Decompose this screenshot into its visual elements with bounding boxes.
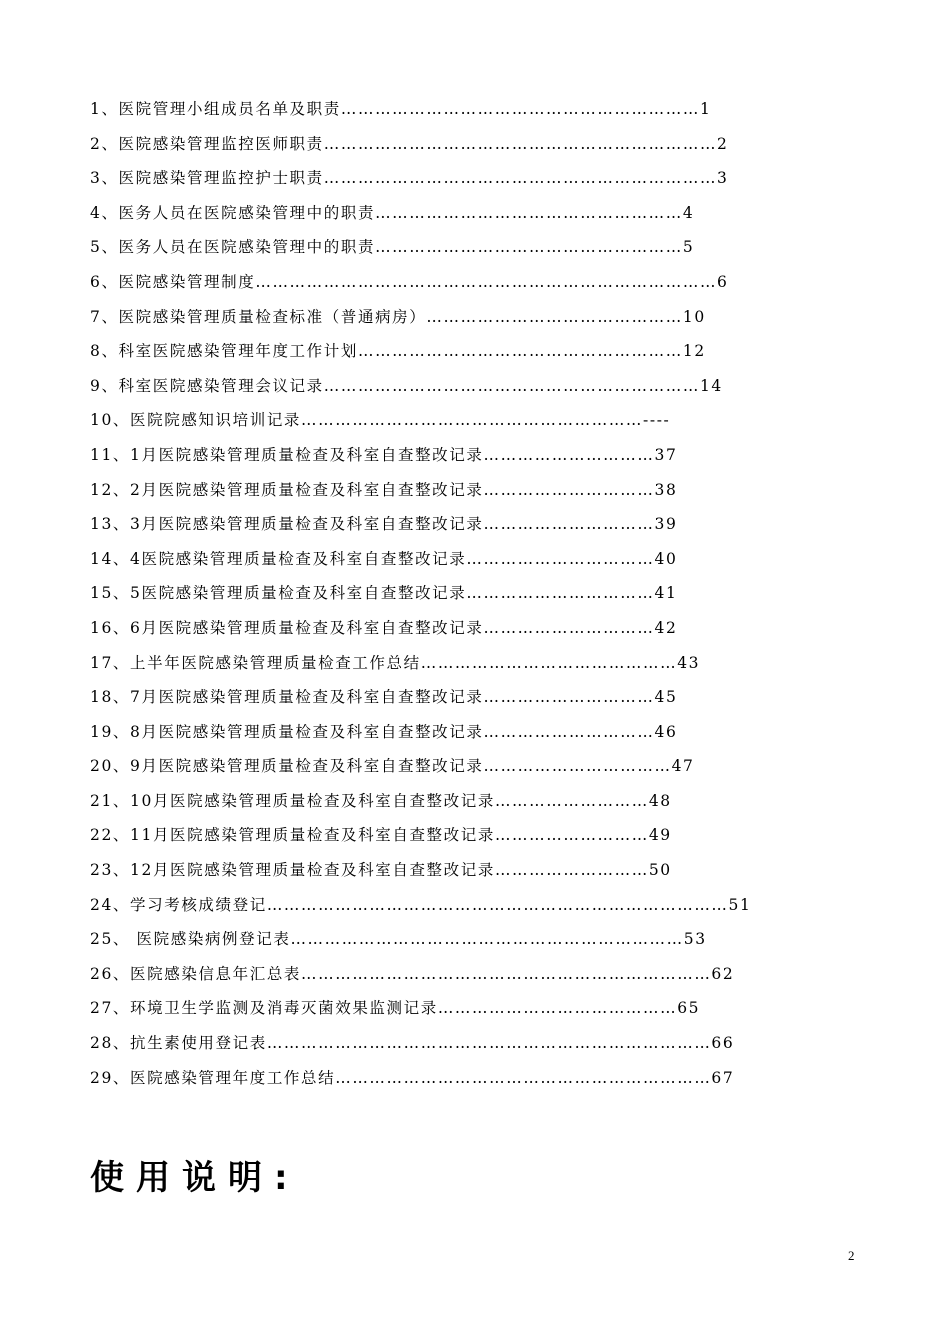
toc-entry-text: 4、医务人员在医院感染管理中的职责………………………………………………4 xyxy=(90,203,695,222)
toc-entry[interactable] xyxy=(90,1061,830,1096)
toc-entry[interactable] xyxy=(90,680,830,715)
toc-entry-text: 19、8月医院感染管理质量检查及科室自查整改记录…………………………46 xyxy=(90,722,678,741)
toc-entry[interactable] xyxy=(90,922,830,957)
toc-entry[interactable] xyxy=(90,646,830,681)
toc-entry-text: 14、4医院感染管理质量检查及科室自查整改记录……………………………40 xyxy=(90,549,678,568)
toc-entry-text: 27、环境卫生学监测及消毒灭菌效果监测记录……………………………………65 xyxy=(90,999,701,1018)
toc-entry[interactable] xyxy=(90,784,830,819)
toc-entry[interactable] xyxy=(90,92,830,127)
toc-entry[interactable] xyxy=(90,1026,830,1061)
toc-entry[interactable] xyxy=(90,127,830,162)
toc-entry[interactable] xyxy=(90,265,830,300)
table-of-contents xyxy=(90,92,830,1095)
toc-entry-text: 25、 医院感染病例登记表……………………………………………………………53 xyxy=(90,930,707,949)
toc-entry[interactable] xyxy=(90,369,830,404)
toc-entry[interactable] xyxy=(90,473,830,508)
toc-entry-text: 22、11月医院感染管理质量检查及科室自查整改记录………………………49 xyxy=(90,826,672,845)
toc-entry-text: 21、10月医院感染管理质量检查及科室自查整改记录………………………48 xyxy=(90,791,672,810)
toc-entry-text: 23、12月医院感染管理质量检查及科室自查整改记录………………………50 xyxy=(90,861,672,880)
toc-entry-text: 10、医院院感知识培训记录……………………………………………………---- xyxy=(90,411,671,430)
toc-entry-text: 20、9月医院感染管理质量检查及科室自查整改记录……………………………47 xyxy=(90,757,695,776)
toc-entry-text: 28、抗生素使用登记表……………………………………………………………………66 xyxy=(90,1034,735,1053)
toc-entry-text: 8、科室医院感染管理年度工作计划…………………………………………………12 xyxy=(90,342,706,361)
toc-entry-text: 12、2月医院感染管理质量检查及科室自查整改记录…………………………38 xyxy=(90,480,678,499)
toc-entry[interactable] xyxy=(90,334,830,369)
toc-entry[interactable] xyxy=(90,438,830,473)
toc-entry[interactable] xyxy=(90,507,830,542)
toc-entry-text: 15、5医院感染管理质量检查及科室自查整改记录……………………………41 xyxy=(90,584,678,603)
toc-entry-text: 11、1月医院感染管理质量检查及科室自查整改记录…………………………37 xyxy=(90,445,678,464)
toc-entry[interactable] xyxy=(90,888,830,923)
page-number: 2 xyxy=(848,1248,855,1263)
toc-entry-text: 16、6月医院感染管理质量检查及科室自查整改记录…………………………42 xyxy=(90,618,678,637)
toc-entry[interactable] xyxy=(90,576,830,611)
toc-entry[interactable] xyxy=(90,818,830,853)
toc-entry[interactable] xyxy=(90,196,830,231)
toc-entry-text: 13、3月医院感染管理质量检查及科室自查整改记录…………………………39 xyxy=(90,515,678,534)
toc-entry[interactable] xyxy=(90,957,830,992)
toc-entry-text: 29、医院感染管理年度工作总结…………………………………………………………67 xyxy=(90,1068,735,1087)
toc-entry[interactable] xyxy=(90,853,830,888)
toc-entry-text: 26、医院感染信息年汇总表………………………………………………………………62 xyxy=(90,964,735,983)
toc-entry-text: 1、医院管理小组成员名单及职责………………………………………………………1 xyxy=(90,100,712,118)
toc-entry[interactable] xyxy=(90,611,830,646)
toc-entry[interactable] xyxy=(90,300,830,335)
toc-entry-text: 7、医院感染管理质量检查标准（普通病房）………………………………………10 xyxy=(90,307,706,326)
toc-entry[interactable] xyxy=(90,161,830,196)
toc-entry[interactable] xyxy=(90,749,830,784)
toc-entry-text: 3、医院感染管理监控护士职责……………………………………………………………3 xyxy=(90,169,729,188)
toc-entry[interactable] xyxy=(90,403,830,438)
toc-entry-text: 9、科室医院感染管理会议记录…………………………………………………………14 xyxy=(90,376,723,395)
toc-entry[interactable] xyxy=(90,542,830,577)
toc-entry-text: 17、上半年医院感染管理质量检查工作总结………………………………………43 xyxy=(90,653,701,672)
toc-entry-text: 18、7月医院感染管理质量检查及科室自查整改记录…………………………45 xyxy=(90,688,678,707)
section-title: 使用说明: xyxy=(90,1158,300,1198)
toc-entry[interactable] xyxy=(90,715,830,750)
toc-entry[interactable] xyxy=(90,991,830,1026)
toc-entry-text: 2、医院感染管理监控医师职责……………………………………………………………2 xyxy=(90,134,729,153)
toc-entry-text: 6、医院感染管理制度………………………………………………………………………6 xyxy=(90,272,729,291)
toc-entry-text: 24、学习考核成绩登记………………………………………………………………………51 xyxy=(90,895,752,914)
toc-entry-text: 5、医务人员在医院感染管理中的职责………………………………………………5 xyxy=(90,238,695,257)
toc-entry[interactable] xyxy=(90,230,830,265)
